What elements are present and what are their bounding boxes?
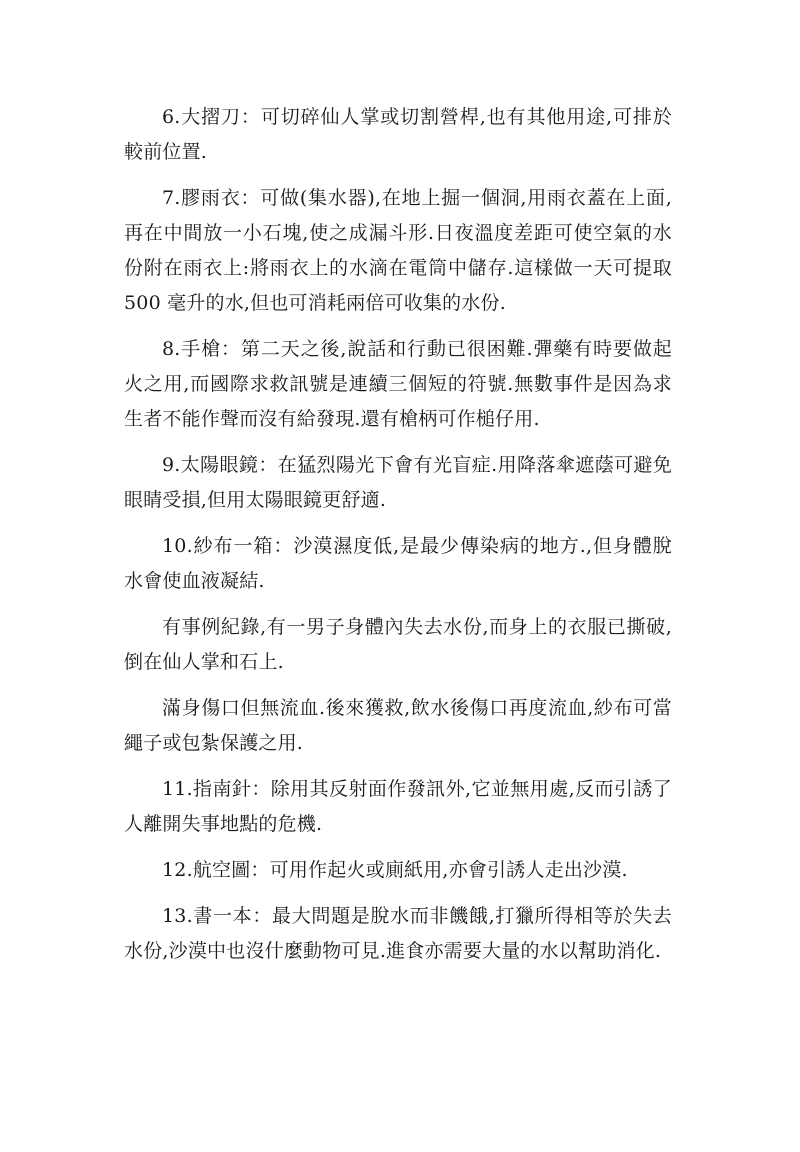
paragraph-item-6-folding-knife: 6.大摺刀：可切碎仙人掌或切割營桿,也有其他用途,可排於較前位置. <box>124 106 672 163</box>
document-body <box>124 100 672 980</box>
paragraph-item-10-gauze: 10.紗布一箱：沙漠濕度低,是最少傳染病的地方.,但身體脫水會使血液凝結. <box>124 535 672 592</box>
paragraph-case-record: 有事例紀錄,有一男子身體內失去水份,而身上的衣服已撕破,倒在仙人掌和石上. <box>124 616 672 673</box>
paragraph-case-rescue: 滿身傷口但無流血.後來獲救,飲水後傷口再度流血,紗布可當繩子或包紮保護之用. <box>124 697 672 754</box>
paragraph-item-7-raincoat: 7.膠雨衣：可做(集水器),在地上掘一個洞,用雨衣蓋在上面,再在中間放一小石塊,使之成漏斗形.日夜溫度差距可使空氣的水份附在雨衣上:將雨衣上的水滴在電筒中儲存.這樣做一天可提取 500 毫升的水,但也可消耗兩倍可收集的水份. <box>124 187 672 314</box>
paragraph-item-8-pistol: 8.手槍：第二天之後,說話和行動已很困難.彈藥有時要做起火之用,而國際求救訊號是連續三個短的符號.無數事件是因為求生者不能作聲而沒有給發現.還有槍柄可作槌仔用. <box>124 338 672 430</box>
paragraph-item-9-sunglasses: 9.太陽眼鏡：在猛烈陽光下會有光盲症.用降落傘遮蔭可避免眼睛受損,但用太陽眼鏡更舒適. <box>124 454 672 511</box>
paragraph-item-13-book: 13.書一本：最大問題是脫水而非饑餓,打獵所得相等於失去水份,沙漠中也沒什麼動物可見.進食亦需要大量的水以幫助消化. <box>124 905 672 962</box>
paragraph-item-11-compass: 11.指南針：除用其反射面作發訊外,它並無用處,反而引誘了人離開失事地點的危機. <box>124 778 672 835</box>
paragraph-item-12-aviation-map: 12.航空圖：可用作起火或廁紙用,亦會引誘人走出沙漠. <box>162 859 628 881</box>
